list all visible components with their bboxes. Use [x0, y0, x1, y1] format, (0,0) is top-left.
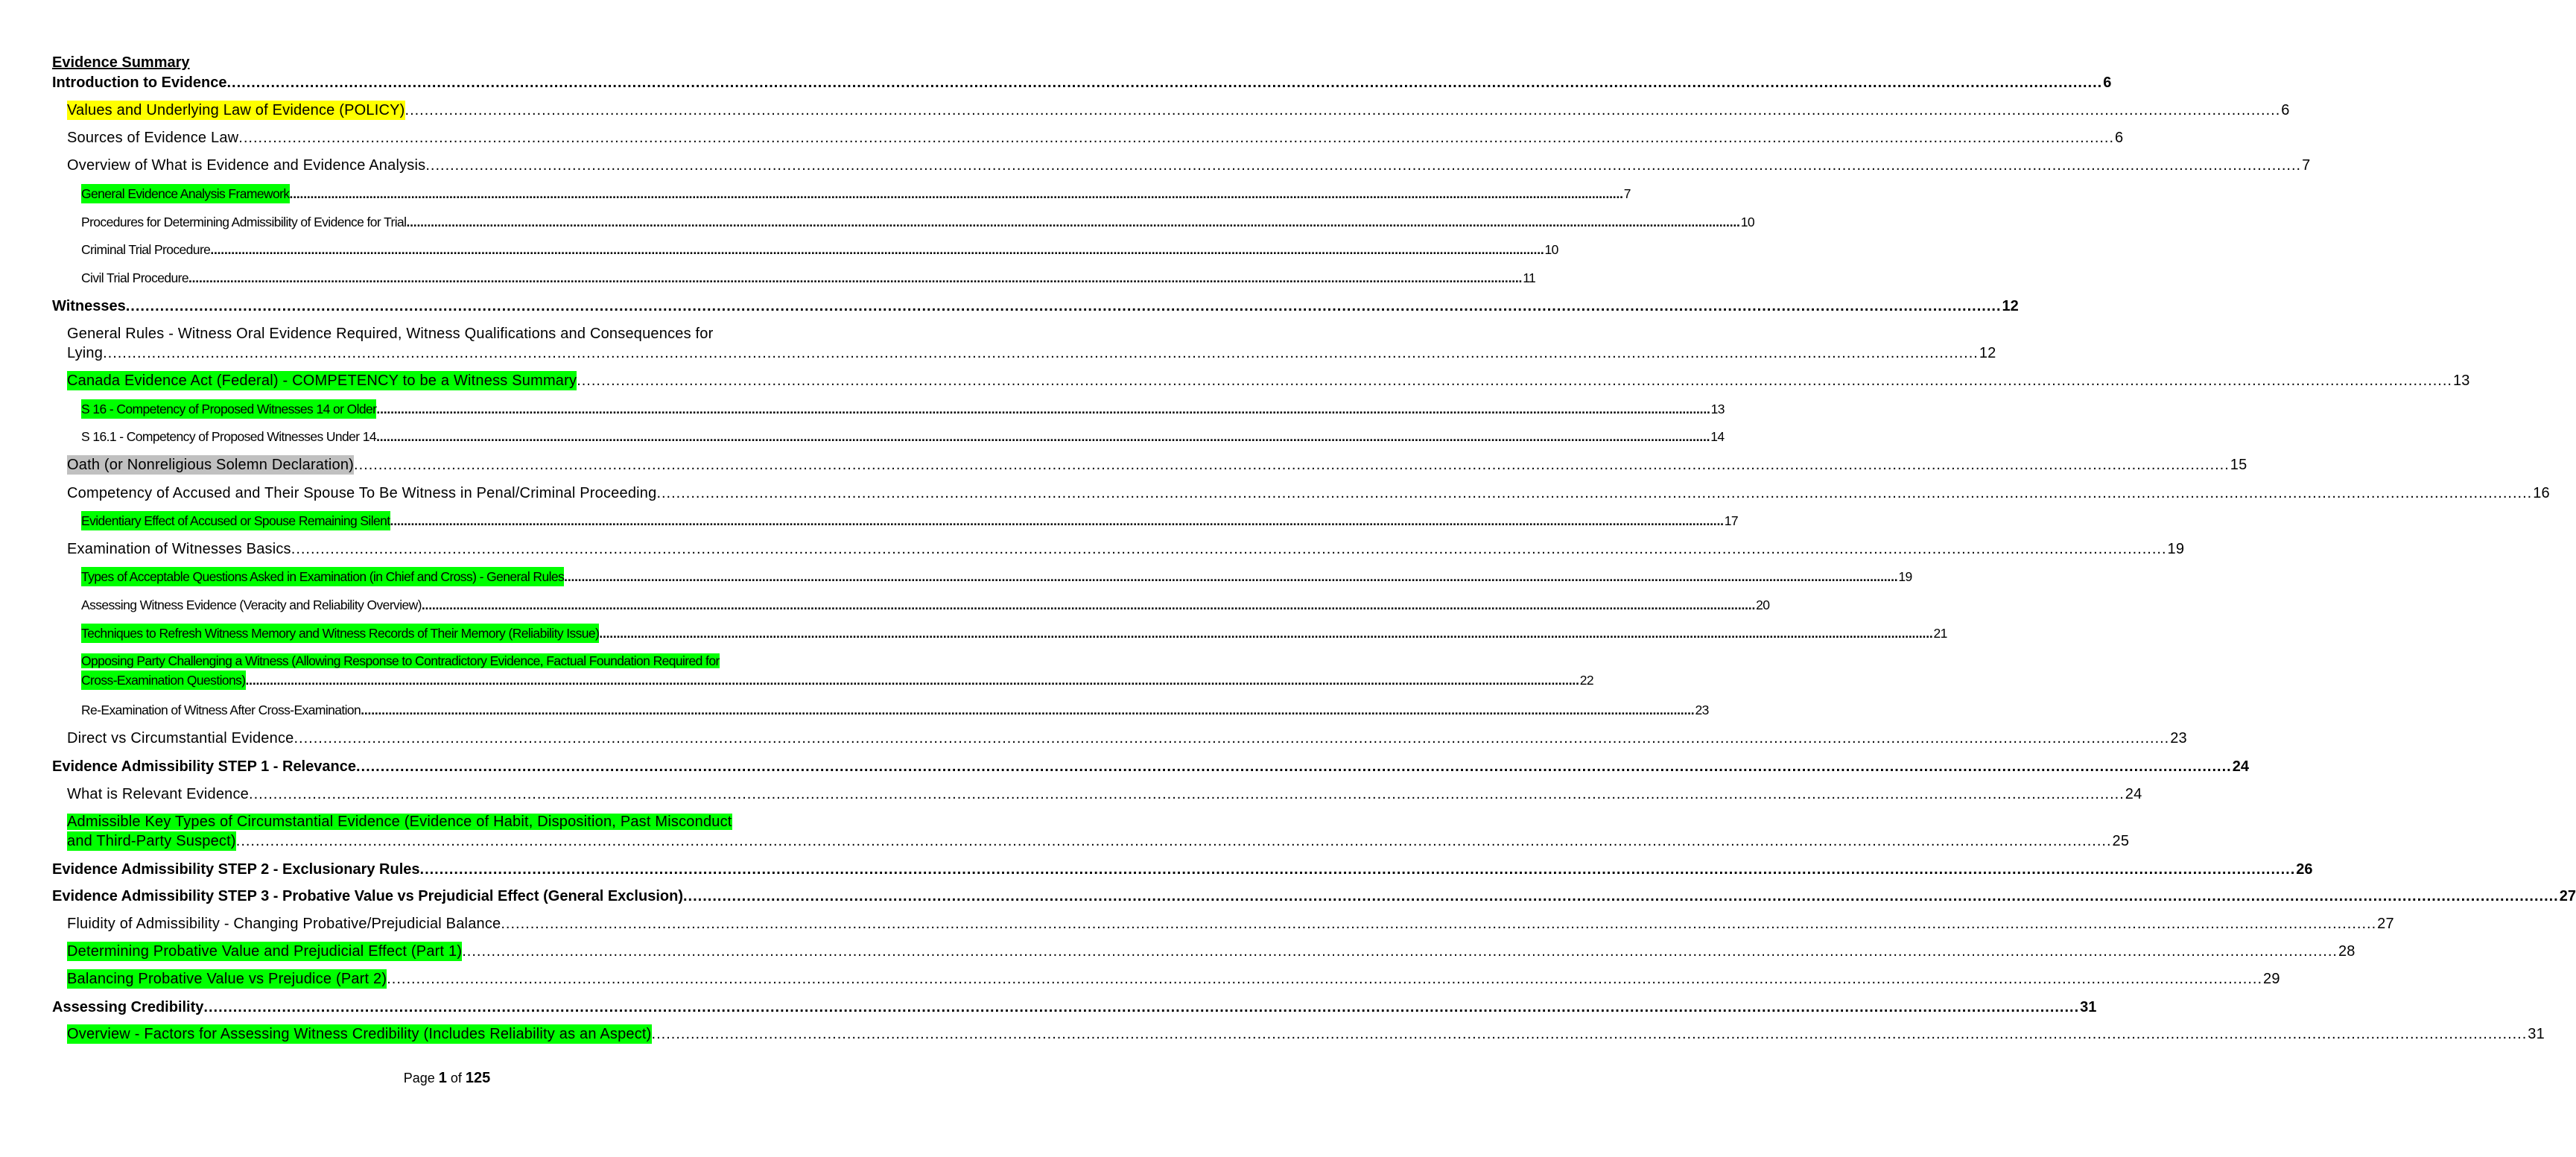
toc-leader-dots — [188, 268, 1522, 288]
toc-entry-title: Values and Underlying Law of Evidence (POLICY) — [67, 102, 405, 118]
toc-entry[interactable] — [81, 268, 1536, 288]
toc-leader-dots — [683, 887, 2559, 906]
toc-entry-title: Oath (or Nonreligious Solemn Declaration) — [67, 457, 355, 473]
toc-leader-dots — [291, 539, 2167, 559]
toc-entry-title: Introduction to Evidence — [52, 75, 227, 91]
toc-entry-title: Criminal Trial Procedure — [81, 242, 211, 257]
toc-leader-dots — [656, 484, 2532, 503]
toc-entry-title: Fluidity of Admissibility - Changing Probative/Prejudicial Balance — [67, 916, 501, 932]
toc-leader-dots — [564, 567, 1897, 586]
toc-entry[interactable] — [52, 297, 2019, 316]
toc-leader-dots — [422, 595, 1755, 615]
toc-leader-dots — [462, 942, 2338, 961]
toc-entry-page: 20 — [1756, 597, 1770, 612]
toc-entry-title: What is Relevant Evidence — [67, 786, 250, 802]
toc-entry-page: 6 — [2281, 102, 2290, 118]
toc-entry-page: 23 — [1695, 703, 1709, 717]
toc-entry[interactable] — [67, 101, 2290, 120]
toc-entry-title: Overview of What is Evidence and Evidence Analysis — [67, 157, 426, 174]
toc-leader-dots — [420, 860, 2296, 879]
toc-entry-page: 31 — [2080, 999, 2097, 1015]
toc-entry[interactable] — [67, 942, 2355, 961]
toc-entry-title: Evidence Admissibility STEP 1 - Relevance — [52, 758, 356, 775]
toc-leader-dots — [210, 240, 1544, 259]
toc-entry-title-line1: Admissible Key Types of Circumstantial Evidence (Evidence of Habit, Disposition, Past Misconduct — [67, 814, 732, 830]
toc-entry-title: Evidence Admissibility STEP 2 - Exclusionary Rules — [52, 861, 420, 878]
toc-entry-page: 6 — [2115, 130, 2124, 146]
toc-entry-title: Evidence Admissibility STEP 3 - Probative Value vs Prejudicial Effect (General Exclusion) — [52, 888, 683, 904]
toc-entry-page: 14 — [1710, 429, 1725, 444]
toc-entry-page: 12 — [1979, 345, 1996, 361]
toc-entry-page: 26 — [2296, 861, 2313, 878]
toc-leader-dots — [290, 184, 1623, 203]
document-title: Evidence Summary — [52, 54, 190, 71]
toc-entry-title: Direct vs Circumstantial Evidence — [67, 730, 294, 746]
toc-entry-page: 29 — [2263, 971, 2280, 987]
toc-leader-dots — [577, 371, 2452, 390]
toc-entry[interactable] — [52, 73, 2112, 92]
toc-entry[interactable] — [67, 484, 2550, 503]
toc-entry-page: 22 — [1579, 673, 1594, 688]
toc-entry-page: 23 — [2170, 730, 2187, 746]
toc-entry[interactable] — [67, 1024, 2545, 1044]
toc-entry-page: 31 — [2528, 1026, 2545, 1042]
toc-leader-dots — [599, 624, 1932, 643]
toc-entry[interactable] — [67, 729, 2187, 748]
toc-entry[interactable] — [52, 757, 2249, 776]
toc-leader-dots — [425, 156, 2301, 175]
toc-entry[interactable] — [67, 455, 2247, 475]
toc-entry-title: Examination of Witnesses Basics — [67, 541, 291, 557]
toc-entry[interactable] — [67, 539, 2185, 559]
toc-leader-dots — [376, 399, 1710, 419]
toc-leader-dots — [405, 101, 2281, 120]
toc-entry-title: Assessing Credibility — [52, 999, 204, 1015]
footer-of-word: of — [450, 1071, 462, 1085]
toc-entry-page: 27 — [2377, 916, 2394, 932]
toc-leader-dots — [236, 831, 2112, 851]
toc-entry-title: Overview - Factors for Assessing Witness Credibility (Includes Reliability as an Aspect) — [67, 1026, 652, 1042]
toc-entry-title: Types of Acceptable Questions Asked in Examination (in Chief and Cross) - General Rules — [81, 567, 564, 586]
toc-entry-title: S 16 - Competency of Proposed Witnesses 14 or Older — [81, 399, 376, 419]
toc-entry-title: Evidentiary Effect of Accused or Spouse Remaining Silent — [81, 511, 390, 530]
toc-entry[interactable] — [81, 184, 1631, 203]
toc-leader-dots — [356, 757, 2232, 776]
toc-entry[interactable] — [67, 784, 2142, 804]
toc-leader-dots — [376, 427, 1710, 446]
toc-entry[interactable] — [81, 595, 1770, 615]
toc-leader-dots — [249, 784, 2125, 804]
toc-leader-dots — [354, 455, 2230, 475]
toc-entry-title: Balancing Probative Value vs Prejudice (Part 2) — [67, 971, 387, 987]
toc-entry-page: 12 — [2002, 298, 2019, 314]
toc-entry-page: 10 — [1740, 215, 1754, 229]
toc-leader-dots — [203, 998, 2079, 1017]
toc-entry-page: 13 — [1710, 402, 1725, 416]
toc-entry[interactable] — [67, 371, 2470, 390]
toc-entry-page: 24 — [2125, 786, 2142, 802]
toc-entry-title-line2: Cross-Examination Questions) — [81, 671, 246, 690]
toc-entry-page: 28 — [2338, 943, 2355, 960]
toc-entry[interactable] — [81, 427, 1725, 446]
toc-entry-title: Canada Evidence Act (Federal) - COMPETENCY to be a Witness Summary — [67, 373, 577, 389]
toc-entry-title-line1: General Rules - Witness Oral Evidence Required, Witness Qualifications and Consequences for — [67, 326, 714, 342]
toc-leader-dots — [246, 671, 1579, 690]
toc-entry-page: 19 — [2167, 541, 2185, 557]
toc-leader-dots — [501, 914, 2376, 933]
toc-entry[interactable] — [81, 651, 1594, 690]
toc-entry[interactable] — [67, 128, 2124, 148]
toc-entry-page: 13 — [2452, 373, 2470, 389]
toc-leader-dots — [126, 297, 2002, 316]
footer-total-pages: 125 — [465, 1070, 491, 1086]
toc-entry[interactable] — [67, 156, 2311, 175]
toc-entry[interactable] — [81, 700, 1709, 720]
toc-entry-title: Determining Probative Value and Prejudicial Effect (Part 1) — [67, 943, 463, 960]
toc-entry-title: Competency of Accused and Their Spouse To Be Witness in Penal/Criminal Proceeding — [67, 485, 657, 501]
toc-entry-title: Assessing Witness Evidence (Veracity and Reliability Overview) — [81, 597, 422, 612]
toc-entry-title-line1: Opposing Party Challenging a Witness (Allowing Response to Contradictory Evidence, Factual Foundation Required for — [81, 653, 720, 668]
toc-leader-dots — [294, 729, 2169, 748]
toc-entry[interactable] — [81, 511, 1739, 530]
toc-entry-title: Witnesses — [52, 298, 126, 314]
toc-entry[interactable] — [81, 567, 1912, 586]
toc-leader-dots — [652, 1024, 2528, 1044]
toc-entry[interactable] — [81, 624, 1947, 643]
toc-entry[interactable] — [52, 887, 2576, 906]
toc-leader-dots — [387, 969, 2262, 989]
toc-entry[interactable] — [67, 914, 2394, 933]
footer-page-word: Page — [403, 1071, 435, 1085]
toc-entry[interactable] — [67, 324, 1996, 363]
toc-entry-page: 16 — [2533, 485, 2550, 501]
toc-entry-page: 10 — [1544, 242, 1558, 257]
toc-leader-dots — [361, 700, 1694, 720]
toc-entry-title: Civil Trial Procedure — [81, 270, 188, 285]
toc-leader-dots — [390, 511, 1724, 530]
toc-entry-title: S 16.1 - Competency of Proposed Witnesses Under 14 — [81, 429, 377, 444]
toc-entry[interactable] — [52, 860, 2313, 879]
toc-entry[interactable] — [67, 812, 2130, 851]
toc-entry-title-line2: Lying — [67, 345, 104, 361]
toc-entry-title: Techniques to Refresh Witness Memory and Witness Records of Their Memory (Reliability Issue) — [81, 624, 599, 643]
toc-entry[interactable] — [81, 212, 1754, 232]
toc-entry-page: 21 — [1933, 626, 1947, 641]
toc-entry-title: Re-Examination of Witness After Cross-Examination — [81, 703, 361, 717]
toc-entry-page: 15 — [2230, 457, 2247, 473]
toc-entry-title-line2: and Third-Party Suspect) — [67, 833, 236, 849]
toc-entry[interactable] — [81, 240, 1558, 259]
toc-entry-page: 17 — [1724, 513, 1739, 528]
toc-entry-page: 6 — [2103, 75, 2112, 91]
toc-entry-title: Procedures for Determining Admissibility of Evidence for Trial — [81, 215, 407, 229]
toc-entry[interactable] — [67, 969, 2280, 989]
toc-entry-page: 7 — [2302, 157, 2311, 174]
toc-entry-title: General Evidence Analysis Framework — [81, 184, 290, 203]
page-footer — [0, 1070, 894, 1087]
toc-leader-dots — [103, 343, 1979, 363]
toc-entry[interactable] — [52, 998, 2097, 1017]
toc-entry-title: Sources of Evidence Law — [67, 130, 239, 146]
toc-entry-page: 25 — [2112, 833, 2130, 849]
toc-entry-page: 27 — [2559, 888, 2576, 904]
toc-entry-page: 19 — [1898, 569, 1912, 584]
footer-current-page: 1 — [438, 1070, 447, 1086]
toc-entry-page: 24 — [2232, 758, 2249, 775]
toc-entry[interactable] — [81, 399, 1725, 419]
toc-leader-dots — [226, 73, 2102, 92]
toc-leader-dots — [238, 128, 2114, 148]
toc-entry-page: 11 — [1523, 270, 1536, 285]
toc-leader-dots — [406, 212, 1739, 232]
toc-entry-page: 7 — [1623, 186, 1631, 201]
